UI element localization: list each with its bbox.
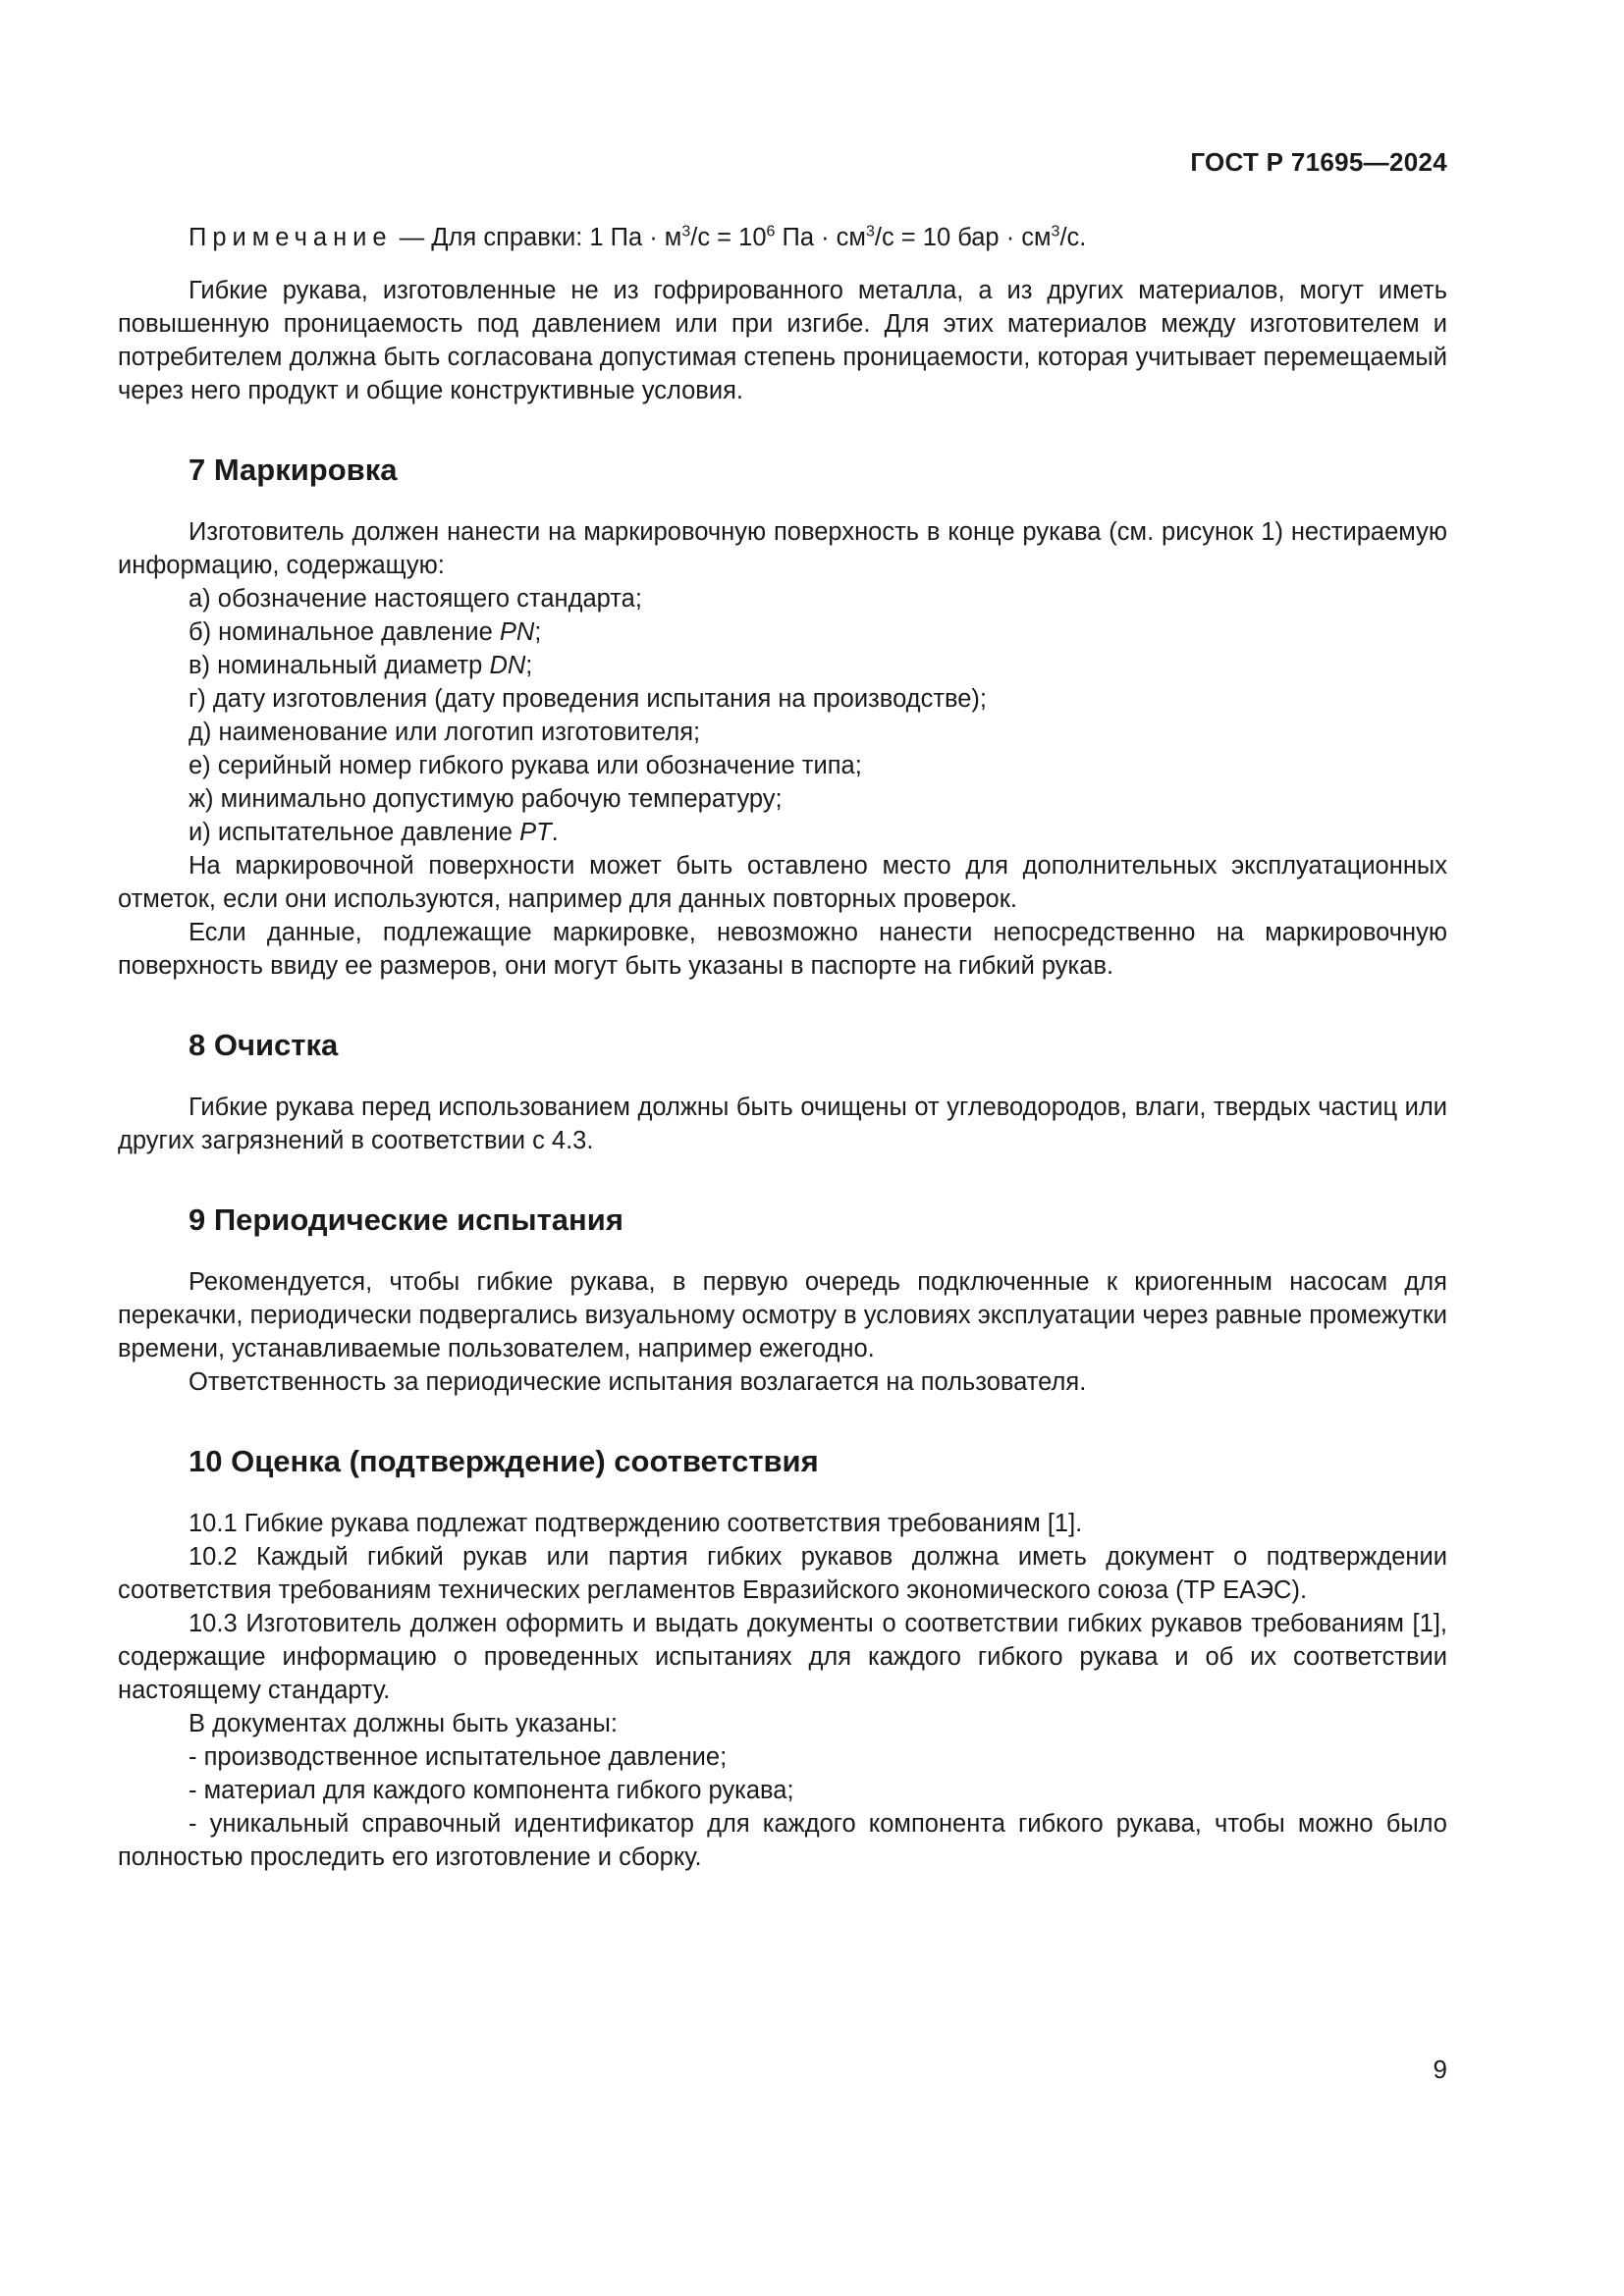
list-item: - производственное испытательное давление;	[189, 1743, 728, 1771]
section-7-heading: 7 Маркировка	[189, 453, 398, 487]
section-8-paragraph: Гибкие рукава перед использованием должны быть очищены от углеводородов, влаги, твердых частиц или других загрязнений в соответствии с 4.3.	[118, 1094, 1447, 1154]
page-body	[118, 221, 1447, 1874]
list-item	[118, 749, 1447, 782]
note-sup: 3	[865, 223, 875, 240]
list-item	[118, 682, 1447, 716]
documents-list	[118, 1740, 1447, 1874]
list-item-symbol: DN	[489, 652, 526, 679]
list-item	[118, 615, 1447, 649]
list-item: - уникальный справочный идентификатор для каждого компонента гибкого рукава, чтобы можно было полностью проследить его изготовление и сборку.	[118, 1810, 1447, 1871]
list-item-symbol: PN	[499, 618, 535, 646]
note-paragraph	[118, 221, 1447, 254]
list-item-text: а) обозначение настоящего стандарта;	[189, 585, 642, 613]
list-item	[118, 716, 1447, 749]
section-10-paragraph: В документах должны быть указаны:	[189, 1710, 618, 1737]
section-10-paragraph: 10.2 Каждый гибкий рукав или партия гибких рукавов должна иметь документ о подтверждении соответствия требованиям технических регламентов Евразийского экономического союза (ТР ЕАЭС).	[118, 1543, 1447, 1604]
document-code: ГОСТ Р 71695—2024	[1190, 147, 1447, 177]
list-item-text: и) испытательное давление	[189, 819, 520, 846]
list-item-text: д) наименование или логотип изготовителя;	[189, 719, 701, 746]
intro-paragraph: Гибкие рукава, изготовленные не из гофрированного металла, а из других материалов, могут иметь повышенную проницаемость под давлением или при изгибе. Для этих материалов между изготовителем и потребителем должна быть согласована допустимая степень проницаемости, которая учитывает перемещаемый через него продукт и общие конструктивные условия.	[118, 277, 1447, 404]
section-7-intro: Изготовитель должен нанести на маркировочную поверхность в конце рукава (см. рисунок 1) нестираемую информацию, содержащую:	[118, 518, 1447, 579]
note-sup: 3	[681, 223, 691, 240]
list-item	[118, 816, 1447, 849]
section-7-paragraph: На маркировочной поверхности может быть оставлено место для дополнительных эксплуатационных отметок, если они используются, например для данных повторных проверок.	[118, 852, 1447, 913]
note-text: Па · см	[775, 224, 866, 251]
note-text: /с = 10 бар · см	[874, 224, 1052, 251]
list-item-text: е) серийный номер гибкого рукава или обозначение типа;	[189, 752, 862, 779]
page-number: 9	[1433, 2055, 1447, 2084]
list-item-text: ж) минимально допустимую рабочую температуру;	[189, 785, 783, 813]
list-item	[118, 649, 1447, 682]
section-10-paragraph: 10.3 Изготовитель должен оформить и выдать документы о соответствии гибких рукавов требованиям [1], содержащие информацию о проведенных испытаниях для каждого гибкого рукава и об их соответствии настоящему стандарту.	[118, 1610, 1447, 1704]
list-item-symbol: PT	[519, 819, 552, 846]
section-8-heading: 8 Очистка	[189, 1028, 339, 1062]
list-item	[118, 582, 1447, 615]
section-10-heading: 10 Оценка (подтверждение) соответствия	[189, 1444, 819, 1478]
note-text: /с.	[1059, 224, 1087, 251]
section-9-heading: 9 Периодические испытания	[189, 1202, 623, 1237]
list-item: - материал для каждого компонента гибкого рукава;	[189, 1777, 794, 1804]
note-label: Примечание	[189, 224, 393, 251]
list-item-text: г) дату изготовления (дату проведения испытания на производстве);	[189, 685, 988, 713]
list-item-text: б) номинальное давление	[189, 618, 500, 646]
section-9-paragraph: Ответственность за периодические испытания возлагается на пользователя.	[189, 1368, 1087, 1396]
list-item	[118, 782, 1447, 816]
section-10-paragraph: 10.1 Гибкие рукава подлежат подтверждению соответствия требованиям [1].	[189, 1510, 1083, 1537]
note-sup: 3	[1051, 223, 1060, 240]
marking-list	[118, 582, 1447, 849]
list-item-text: ;	[525, 652, 533, 679]
note-text: /с = 10	[690, 224, 767, 251]
note-text: — Для справки: 1 Па · м	[392, 224, 682, 251]
section-9-paragraph: Рекомендуется, чтобы гибкие рукава, в первую очередь подключенные к криогенным насосам для перекачки, периодически подвергались визуальному осмотру в условиях эксплуатации через равные промежутки времени, устанавливаемые пользователем, например ежегодно.	[118, 1268, 1447, 1362]
list-item-text: .	[551, 819, 559, 846]
note-sup: 6	[766, 223, 776, 240]
section-7-paragraph: Если данные, подлежащие маркировке, невозможно нанести непосредственно на маркировочную поверхность ввиду ее размеров, они могут быть указаны в паспорте на гибкий рукав.	[118, 919, 1447, 980]
list-item-text: в) номинальный диаметр	[189, 652, 490, 679]
list-item-text: ;	[534, 618, 542, 646]
